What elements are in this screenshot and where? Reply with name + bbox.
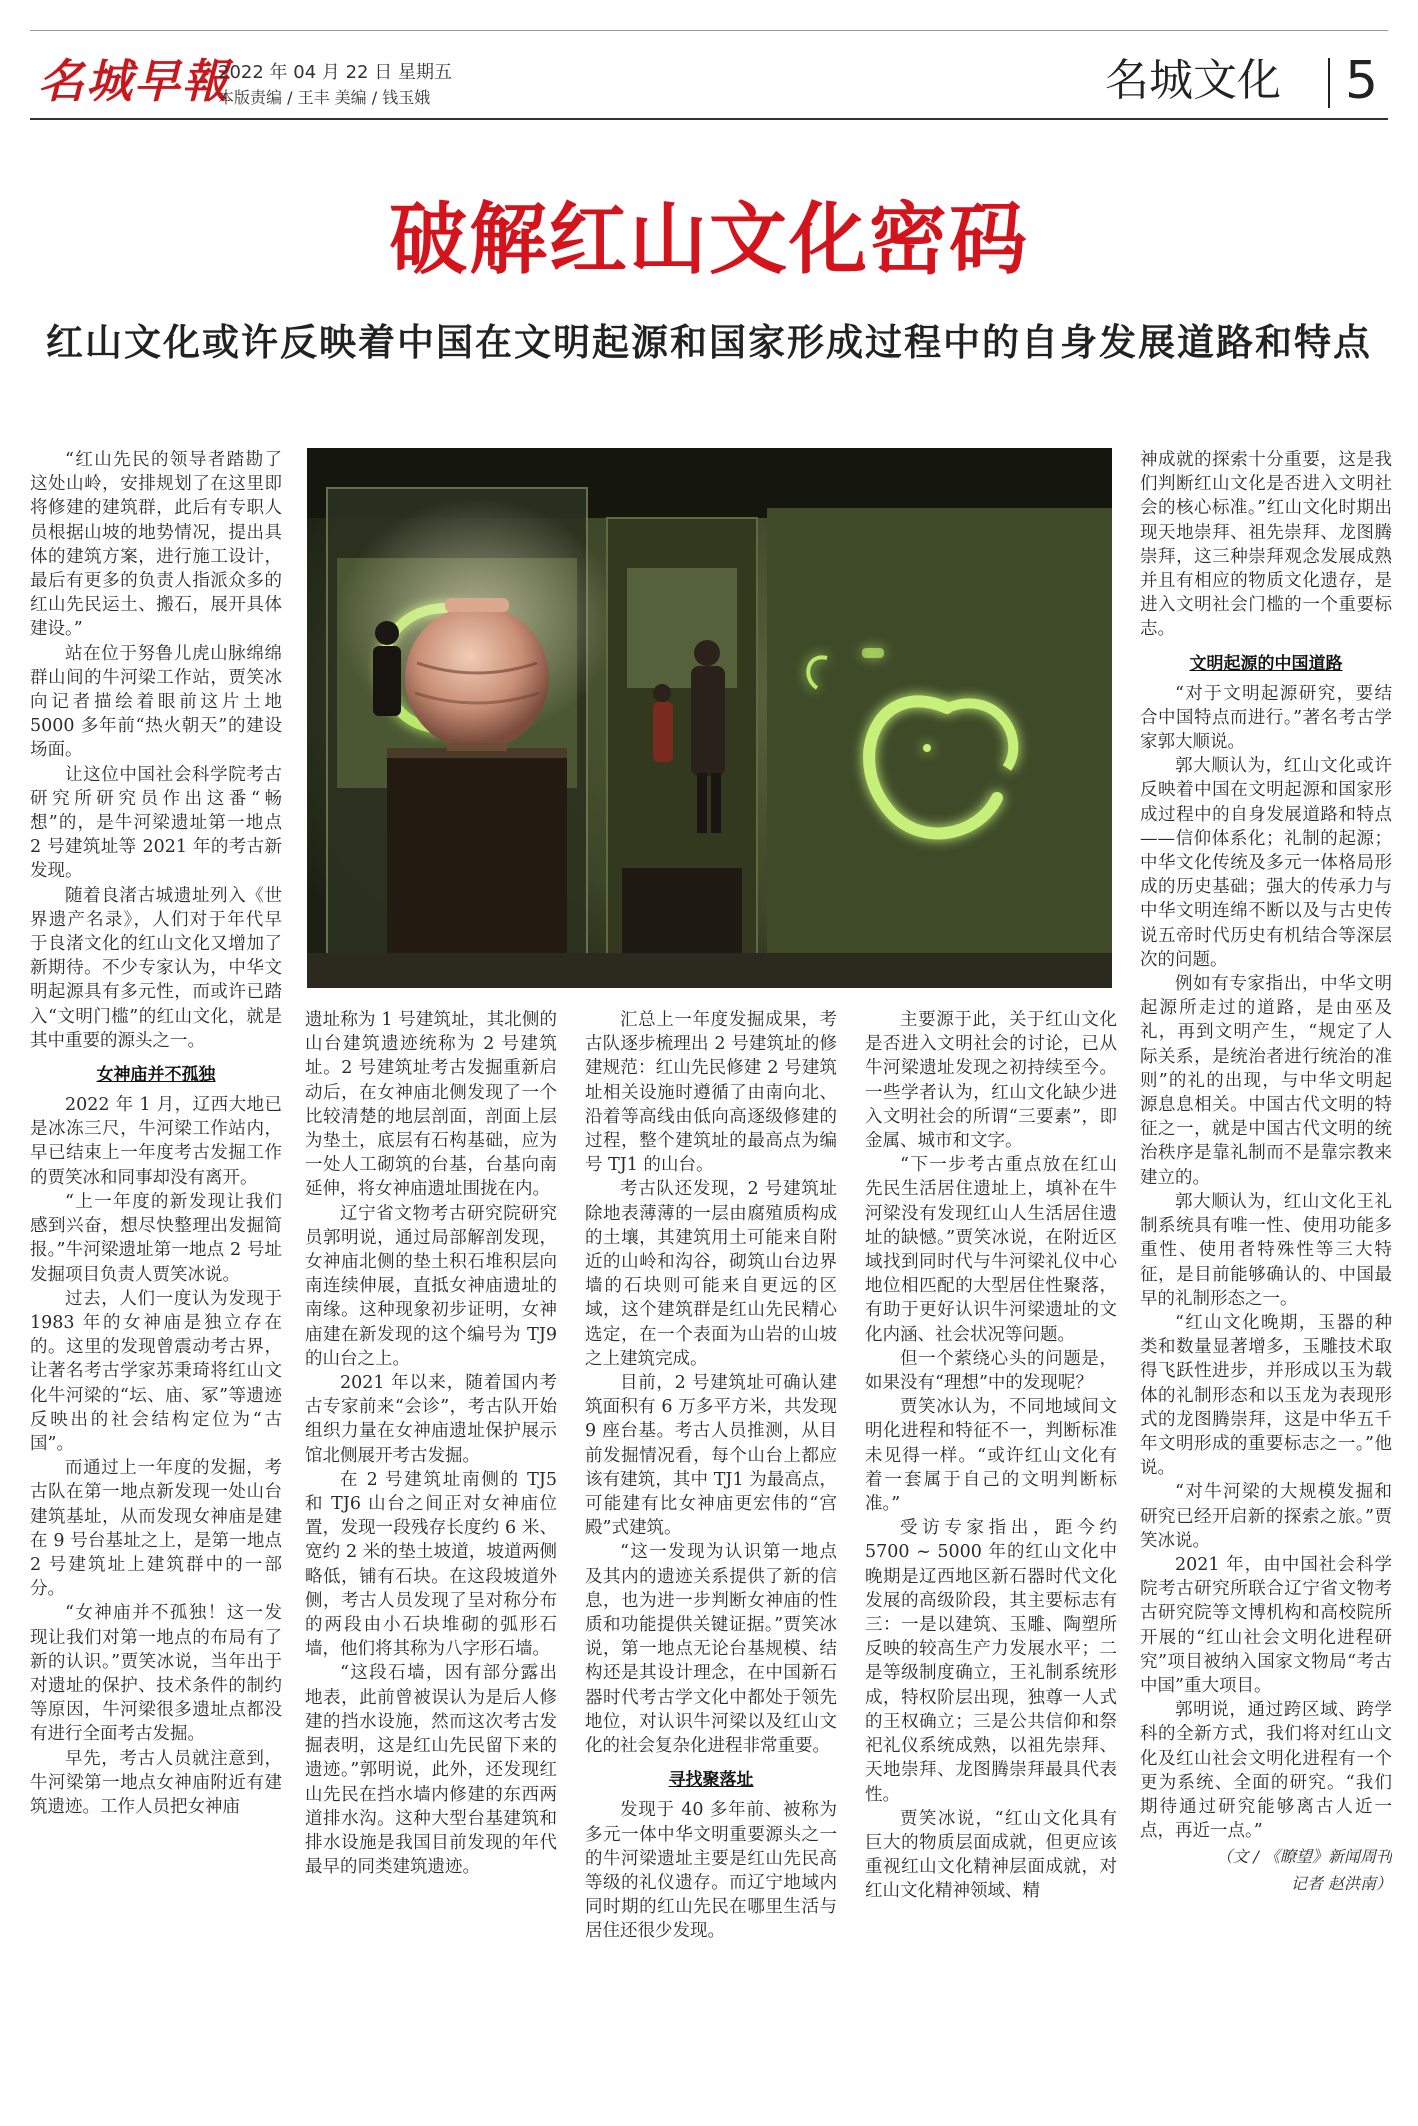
paragraph: 郭大顺认为，红山文化或许反映着中国在文明起源和国家形成过程中的自身发展道路和特点——信仰体系化；礼制的起源；中华文化传统及多元一体格局形成的历史基础；强大的传承力与中华文明连绵不断以及与古史传说五帝时代历史有机结合等深层次的问题。 xyxy=(1140,756,1392,970)
page-number: 5 xyxy=(1345,51,1379,111)
paragraph: “对于文明起源研究，要结合中国特点而进行。”著名考古学家郭大顺说。 xyxy=(1140,683,1392,753)
paragraph: 2022 年 1 月，辽西大地已是冰冻三尺，牛河梁工作站内，早已结束上一年度考古发掘工作的贾笑冰和同事却没有离开。 xyxy=(30,1095,282,1188)
paragraph: 目前，2 号建筑址可确认建筑面积有 6 万多平方米，共发现 9 座台基。考古人员推测，从目前发掘情况看，每个山台上都应该有建筑，其中 TJ1 为最高点，可能建有比女神庙更宏伟的“宫殿”式建筑。 xyxy=(585,1373,837,1539)
byline-reporter: 记者 赵洪南） xyxy=(1290,1873,1392,1893)
top-rule xyxy=(30,30,1388,31)
paragraph: 受访专家指出，距今约 5700 ~ 5000 年的红山文化中晚期是辽西地区新石器时代文化发展的高级阶段，其主要标志有三：一是以建筑、玉雕、陶塑所反映的较高生产力发展水平；二是等级制度确立，王礼制系统形成，特权阶层出现，独尊一人式的王权确立；三是公共信仰和祭祀礼仪系统成熟，以祖先崇拜、天地崇拜、龙图腾崇拜最具代表性。 xyxy=(865,1518,1117,1805)
byline-source: （文 / 《瞭望》新闻周刊 xyxy=(1216,1847,1392,1867)
paragraph: 在 2 号建筑址南侧的 TJ5 和 TJ6 山台之间正对女神庙位置，发现一段残存长度约 6 米、宽约 2 米的垫土坡道，坡道两侧略低，铺有石块。在这段坡道外侧，考古人员发现了呈对称分布的两段由小石块堆砌的弧形石墙，他们将其称为八字形石墙。 xyxy=(305,1469,557,1660)
article-column-5 xyxy=(1140,448,1392,2108)
paragraph: 贾笑冰认为，不同地域间文明化进程和特征不一，判断标准未见得一样。“或许红山文化有着一套属于自己的文明判断标准。” xyxy=(865,1397,1117,1515)
section-heading-settlement: 寻找聚落址 xyxy=(668,1770,754,1791)
paragraph: 让这位中国社会科学院考古研究所研究员作出这番“畅想”的，是牛河梁遗址第一地点 2 号建筑址等 2021 年的考古新发现。 xyxy=(30,764,282,882)
newspaper-logo: 名城早報 xyxy=(38,54,230,108)
paragraph: 遗址称为 1 号建筑址，其北侧的山台建筑遗迹统称为 2 号建筑址。2 号建筑址考古发掘重新启动后，在女神庙北侧发现了一个比较清楚的地层剖面，剖面上层为垫土，底层有石构基础，应为一处人工砌筑的台基，台基向南延伸，将女神庙遗址围拢在内。 xyxy=(305,1010,557,1200)
page-editors: 本版责编 / 王丰 美编 / 钱玉娥 xyxy=(218,88,431,107)
museum-exhibit-illustration xyxy=(307,448,1112,988)
paragraph: 郭明说，通过跨区域、跨学科的全新方式，我们将对红山文化及红山社会文明化进程有一个更为系统、全面的研究。“我们期待通过研究能够离古人近一点，再近一点。” xyxy=(1140,1700,1392,1842)
paragraph: 神成就的探索十分重要，这是我们判断红山文化是否进入文明社会的核心标准。”红山文化时期出现天地崇拜、祖先崇拜、龙图腾崇拜，这三种崇拜观念发展成熟并且有相应的物质文化遗存，是进入文明社会门槛的一个重要标志。 xyxy=(1140,450,1392,640)
paragraph: 发现于 40 多年前、被称为多元一体中华文明重要源头之一的牛河梁遗址主要是红山先民高等级的礼仪遗存。而辽宁地域内同时期的红山先民在哪里生活与居住还很少发现。 xyxy=(585,1800,837,1942)
subheadline: 红山文化或许反映着中国在文明起源和国家形成过程中的自身发展道路和特点 xyxy=(46,321,1372,364)
paragraph: “下一步考古重点放在红山先民生活居住遗址上，填补在牛河梁没有发现红山人生活居住遗址的缺憾。”贾笑冰说，在附近区域找到同时代与牛河梁礼仪中心地位相匹配的大型居住性聚落，有助于更好认识牛河梁遗址的文化内涵、社会状况等问题。 xyxy=(865,1155,1117,1345)
section-heading-chinese-path: 文明起源的中国道路 xyxy=(1189,653,1343,674)
paragraph: 郭大顺认为，红山文化王礼制系统具有唯一性、使用功能多重性、使用者特殊性等三大特征，是目前能够确认的、中国最早的礼制形态之一。 xyxy=(1140,1191,1392,1309)
paragraph: “对牛河梁的大规模发掘和研究已经开启新的探索之旅。”贾笑冰说。 xyxy=(1140,1482,1392,1551)
masthead xyxy=(0,0,1418,120)
paragraph: “女神庙并不孤独！这一发现让我们对第一地点的布局有了新的认识。”贾笑冰说，当年出于对遗址的保护、技术条件的制约等原因，牛河梁很多遗址点都没有进行全面考古发掘。 xyxy=(30,1603,282,1745)
paragraph: 早先，考古人员就注意到，牛河梁第一地点女神庙附近有建筑遗迹。工作人员把女神庙 xyxy=(30,1748,282,1817)
article-column-3 xyxy=(585,1008,837,2108)
paragraph: 2021 年以来，随着国内考古专家前来“会诊”，考古队开始组织力量在女神庙遗址保护展示馆北侧展开考古发掘。 xyxy=(305,1373,557,1466)
paragraph: “红山文化晚期，玉器的种类和数量显著增多，玉雕技术取得飞跃性进步，并形成以玉为载体的礼制形态和以玉龙为表现形式的龙图腾崇拜，这是中华五千年文明形成的重要标志之一。”他说。 xyxy=(1140,1312,1392,1479)
paragraph: 汇总上一年度发掘成果，考古队逐步梳理出 2 号建筑址的修建规范：红山先民修建 2 号建筑址相关设施时遵循了由南向北、沿着等高线由低向高逐级修建的过程，整个建筑址的最高点为编号 TJ1 的山台。 xyxy=(585,1010,837,1176)
paragraph: “这一发现为认识第一地点及其内的遗迹关系提供了新的信息，也为进一步判断女神庙的性质和功能提供关键证据。”贾笑冰说，第一地点无论台基规模、结构还是其设计理念，在中国新石器时代考古学文化中都处于领先地位，对认识牛河梁以及红山文化的社会复杂化进程非常重要。 xyxy=(585,1542,837,1757)
paragraph: 而通过上一年度的发掘，考古队在第一地点新发现一处山台建筑基址，从而发现女神庙是建在 9 号台基址之上，是第一地点 2 号建筑址上建筑群中的一部分。 xyxy=(30,1458,282,1600)
museum-photo xyxy=(307,448,1112,988)
paragraph: 过去，人们一度认为发现于 1983 年的女神庙是独立存在的。这里的发现曾震动考古界，让著名考古学家苏秉琦将红山文化牛河梁的“坛、庙、冢”等遗迹反映出的社会结构定位为“古国”。 xyxy=(30,1288,282,1454)
paragraph: “上一年度的新发现让我们感到兴奋，想尽快整理出发掘简报。”牛河梁遗址第一地点 2 号址发掘项目负责人贾笑冰说。 xyxy=(30,1191,282,1285)
paragraph: 主要源于此，关于红山文化是否进入文明社会的讨论，已从牛河梁遗址发现之初持续至今。一些学者认为，红山文化缺少进入文明社会的所谓“三要素”，即金属、城市和文字。 xyxy=(865,1010,1117,1152)
paragraph: 但一个萦绕心头的问题是，如果没有“理想”中的发现呢？ xyxy=(865,1348,1117,1394)
paragraph: “这段石墙，因有部分露出地表，此前曾被误认为是后人修建的挡水设施，然而这次考古发掘表明，这是红山先民留下来的遗迹。”郭明说，此外，还发现红山先民在挡水墙内修建的东西两道排水沟。这种大型台基建筑和排水设施是我国目前发现的年代最早的同类建筑遗迹。 xyxy=(305,1663,557,1878)
paragraph: 站在位于努鲁儿虎山脉绵绵群山间的牛河梁工作站，贾笑冰向记者描绘着眼前这片土地 5000 多年前“热火朝天”的建设场面。 xyxy=(30,643,282,761)
article-column-4 xyxy=(865,1008,1117,2108)
paragraph: 辽宁省文物考古研究院研究员郭明说，通过局部解剖发现，女神庙北侧的垫土积石堆积层向南连续伸展，直抵女神庙遗址的南缘。这种现象初步证明，女神庙建在新发现的这个编号为 TJ9 的山台之上。 xyxy=(305,1203,557,1369)
paragraph: 随着良渚古城遗址列入《世界遗产名录》，人们对于年代早于良渚文化的红山文化又增加了新期待。不少专家认为，中华文明起源具有多元性，而或许已踏入“文明门槛”的红山文化，就是其中重要的源头之一。 xyxy=(30,885,282,1051)
section-name: 名城文化 xyxy=(1105,55,1281,106)
paragraph: “红山先民的领导者踏勘了这处山岭，安排规划了在这里即将修建的建筑群，此后有专职人员根据山坡的地势情况，提出具体的建筑方案，进行施工设计，最后有更多的负责人指派众多的红山先民运土、搬石，展开具体建设。” xyxy=(30,450,282,640)
paragraph: 2021 年，由中国社会科学院考古研究所联合辽宁省文物考古研究院等文博机构和高校院所开展的“红山社会文明化进程研究”项目被纳入国家文物局“考古中国”重大项目。 xyxy=(1140,1554,1392,1696)
paragraph: 贾笑冰说，“红山文化具有巨大的物质层面成就，但更应该重视红山文化精神层面成就，对红山文化精神领域、精 xyxy=(865,1808,1117,1902)
paragraph: 考古队还发现，2 号建筑址除地表薄薄的一层由腐殖质构成的土壤，其建筑用土可能来自附近的山岭和沟谷，砌筑山台边界墙的石块则可能来自更远的区域，这个建筑群是红山先民精心选定，在一个表面为山岩的山坡之上建筑完成。 xyxy=(585,1179,837,1369)
article-column-2 xyxy=(305,1008,557,2108)
issue-date: 2022 年 04 月 22 日 星期五 xyxy=(218,62,452,83)
section-heading-goddess-temple: 女神庙并不孤独 xyxy=(96,1065,216,1086)
bottom-rule xyxy=(30,118,1388,120)
article-column-1 xyxy=(30,448,282,2108)
paragraph: 例如有专家指出，中华文明起源所走过的道路，是由巫及礼，再到文明产生，“规定了人际关系，是统治者进行统治的准则”的礼的出现，与中华文明起源息息相关。中国古代文明的特征之一，就是中国古代文明的统治秩序是靠礼制而不是靠宗教来建立的。 xyxy=(1140,974,1392,1188)
museum-visitor-left-icon xyxy=(373,621,401,716)
headline: 破解红山文化密码 xyxy=(388,195,1029,285)
section-divider xyxy=(1328,58,1330,108)
